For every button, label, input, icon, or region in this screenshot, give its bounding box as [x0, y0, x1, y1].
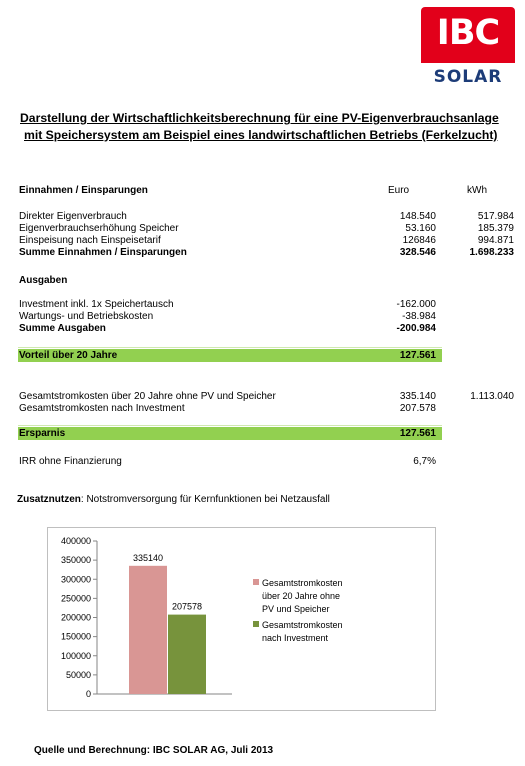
cost-row-kwh: 1.113.040: [470, 391, 514, 402]
cost-row-euro: 335.140: [399, 391, 436, 402]
bar-after-investment: [168, 615, 206, 694]
source-note: Quelle und Berechnung: IBC SOLAR AG, Juli 2013: [34, 745, 274, 756]
bar-data-label: 207578: [171, 601, 203, 612]
legend-label: Gesamtstromkosten: [262, 620, 343, 630]
income-row-kwh: 517.984: [477, 211, 514, 222]
income-sum-kwh: 1.698.233: [469, 247, 514, 258]
income-row-euro: 148.540: [399, 211, 436, 222]
chart-container: [47, 527, 436, 711]
additional-benefit-text: : Notstromversorgung für Kernfunktionen bei Netzausfall: [80, 494, 330, 505]
advantage-label: Vorteil über 20 Jahre: [19, 350, 118, 361]
expense-row-label: Investment inkl. 1x Speichertausch: [19, 299, 174, 310]
expenses-sum-label: Summe Ausgaben: [19, 323, 106, 334]
cost-comparison-chart: [48, 528, 435, 710]
savings-euro: 127.561: [399, 428, 436, 439]
ibc-solar-logo: [421, 7, 515, 87]
income-sum-label: Summe Einnahmen / Einsparungen: [19, 247, 187, 258]
cost-row-label: Gesamtstromkosten nach Investment: [19, 403, 185, 414]
legend-label: über 20 Jahre ohne: [262, 591, 341, 601]
y-tick-label: 150000: [60, 631, 91, 642]
income-row-label: Eigenverbrauchserhöhung Speicher: [19, 223, 179, 234]
y-tick-label: 300000: [60, 574, 91, 585]
y-tick-label: 350000: [60, 555, 91, 566]
income-row-label: Direkter Eigenverbrauch: [19, 211, 127, 222]
income-row-kwh: 185.379: [477, 223, 514, 234]
y-tick-label: 0: [85, 689, 91, 699]
income-row-label: Einspeisung nach Einspeisetarif: [19, 235, 161, 246]
additional-benefit: [17, 494, 330, 505]
expense-row-label: Wartungs- und Betriebskosten: [19, 311, 154, 322]
income-heading: Einnahmen / Einsparungen: [19, 185, 148, 196]
legend-label: Gesamtstromkosten: [262, 578, 343, 588]
irr-value: 6,7%: [413, 456, 436, 467]
legend-label: PV und Speicher: [262, 604, 330, 614]
y-tick-label: 400000: [60, 536, 91, 546]
col-header-euro: Euro: [388, 185, 410, 196]
legend-swatch: [253, 621, 259, 627]
col-header-kwh: kWh: [467, 185, 487, 196]
legend-swatch: [253, 579, 259, 585]
irr-label: IRR ohne Finanzierung: [19, 456, 122, 467]
income-sum-euro: 328.546: [399, 247, 436, 258]
additional-benefit-label: Zusatznutzen: [17, 494, 81, 505]
cost-row-euro: 207.578: [399, 403, 436, 414]
y-tick-label: 200000: [60, 612, 91, 623]
savings-label: Ersparnis: [19, 428, 66, 439]
logo-solar-text: SOLAR: [433, 67, 503, 87]
advantage-top-line: [18, 347, 442, 348]
logo-ibc-text: IBC: [436, 13, 500, 53]
bar-without-pv: [129, 566, 167, 694]
income-row-euro: 126846: [402, 235, 436, 246]
y-tick-label: 100000: [60, 650, 91, 661]
page-title-line-1: Darstellung der Wirtschaftlichkeitsberechnung für eine PV-Eigenverbrauchsanlage: [20, 111, 499, 125]
expenses-sum-euro: -200.984: [396, 323, 436, 334]
legend-label: nach Investment: [262, 633, 329, 643]
savings-top-line: [18, 425, 442, 426]
expense-row-euro: -162.000: [396, 299, 436, 310]
y-tick-label: 50000: [65, 669, 91, 680]
cost-row-label: Gesamtstromkosten über 20 Jahre ohne PV und Speicher: [19, 391, 276, 402]
bar-data-label: 335140: [132, 552, 164, 563]
y-tick-label: 250000: [60, 593, 91, 604]
page-title-line-2: mit Speichersystem am Beispiel eines landwirtschaftlichen Betriebs (Ferkelzucht): [24, 128, 498, 142]
expenses-heading: Ausgaben: [19, 275, 68, 286]
expense-row-euro: -38.984: [402, 311, 436, 322]
income-row-euro: 53.160: [405, 223, 436, 234]
advantage-euro: 127.561: [399, 350, 436, 361]
income-row-kwh: 994.871: [477, 235, 514, 246]
